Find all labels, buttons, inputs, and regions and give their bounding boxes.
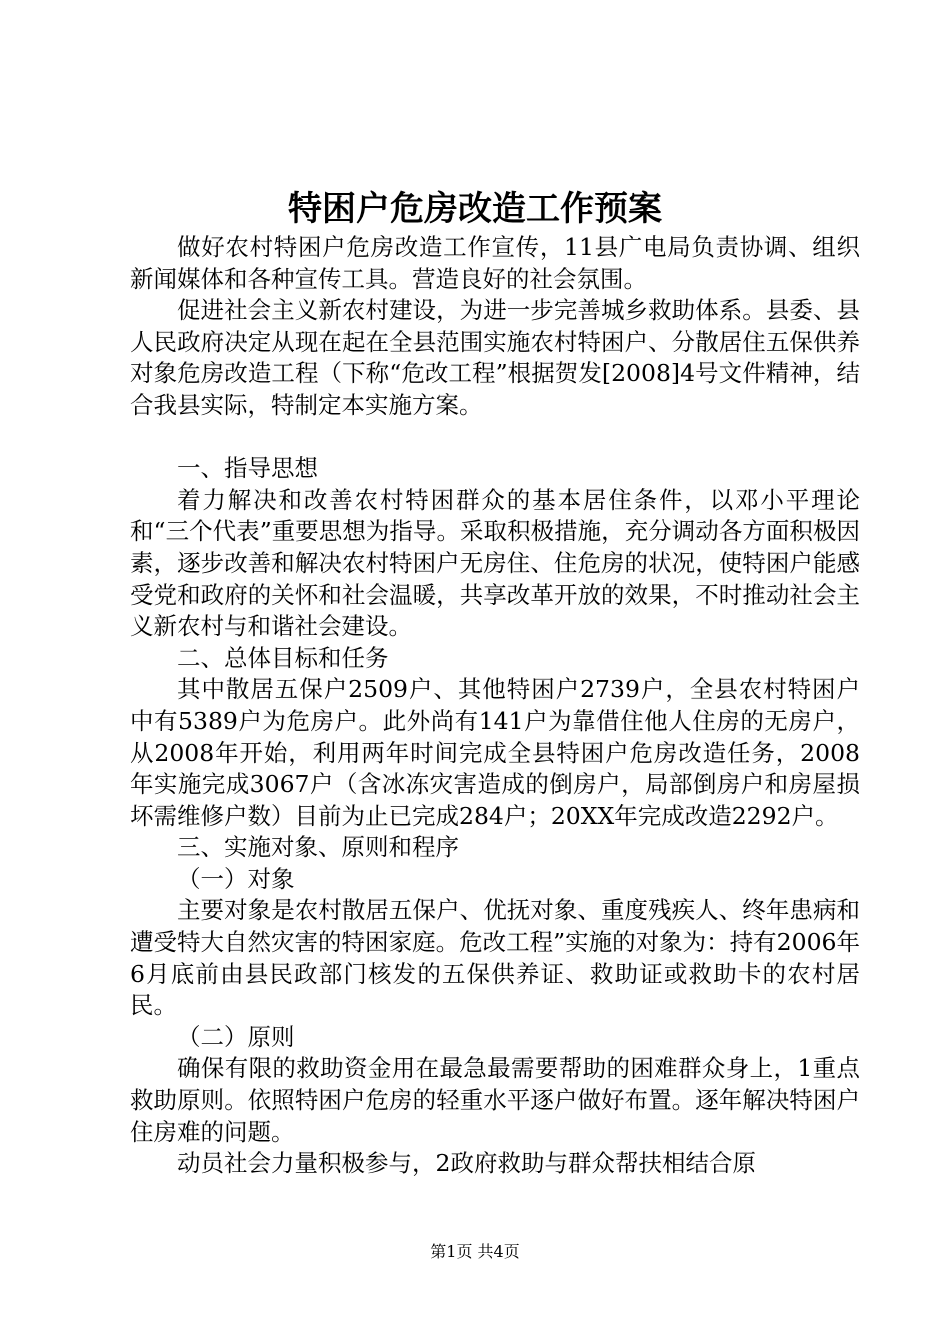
blank-line xyxy=(130,422,860,454)
paragraph-targets: 主要对象是农村散居五保户、优抚对象、重度残疾人、终年患病和遭受特大自然灾害的特困家庭。危改工程”实施的对象为：持有2006年6月底前由县民政部门核发的五保供养证、救助证或救助卡的农村居民。 xyxy=(130,896,860,1020)
paragraph-guiding-ideology: 着力解决和改善农村特困群众的基本居住条件，以邓小平理论和“三个代表”重要思想为指导。采取积极措施，充分调动各方面积极因素，逐步改善和解决农村特困户无房住、住危房的状况，使特困户能感受党和政府的关怀和社会温暖，共享改革开放的效果，不时推动社会主义新农村与和谐社会建设。 xyxy=(130,485,860,641)
section-heading-guiding-ideology: 一、指导思想 xyxy=(177,454,318,483)
subheading-targets: （一）对象 xyxy=(177,864,295,893)
section-heading-targets-principles: 三、实施对象、原则和程序 xyxy=(177,833,459,862)
document-title: 特困户危房改造工作预案 xyxy=(288,189,662,229)
document-body xyxy=(130,232,860,1180)
paragraph-introduction: 促进社会主义新农村建设，为进一步完善城乡救助体系。县委、县人民政府决定从现在起在全县范围实施农村特困户、分散居住五保供养对象危房改造工程（下称“危改工程”根据贺发[2008]4号文件精神，结合我县实际，特制定本实施方案。 xyxy=(130,296,860,419)
subheading-principles: （二）原则 xyxy=(177,1022,295,1051)
page-footer: 第1页 共4页 xyxy=(430,1242,520,1261)
paragraph-goals-tasks: 其中散居五保户2509户、其他特困户2739户，全县农村特困户中有5389户为危房户。此外尚有141户为靠借住他人住房的无房户，从2008年开始，利用两年时间完成全县特困户危房改造任务，2008年实施完成3067户（含冰冻灾害造成的倒房户，局部倒房户和房屋损坏需维修户数）目前为止已完成284户；20XX年完成改造2292户。 xyxy=(130,675,860,830)
paragraph-publicity: 做好农村特困户危房改造工作宣传，11县广电局负责协调、组织新闻媒体和各种宣传工具。营造良好的社会氛围。 xyxy=(130,233,860,293)
section-heading-goals-tasks: 二、总体目标和任务 xyxy=(177,643,389,672)
paragraph-principle-2: 动员社会力量积极参与，2政府救助与群众帮扶相结合原 xyxy=(177,1149,756,1178)
paragraph-principle-1: 确保有限的救助资金用在最急最需要帮助的困难群众身上，1重点救助原则。依照特困户危房的轻重水平逐户做好布置。逐年解决特困户住房难的问题。 xyxy=(130,1054,860,1146)
